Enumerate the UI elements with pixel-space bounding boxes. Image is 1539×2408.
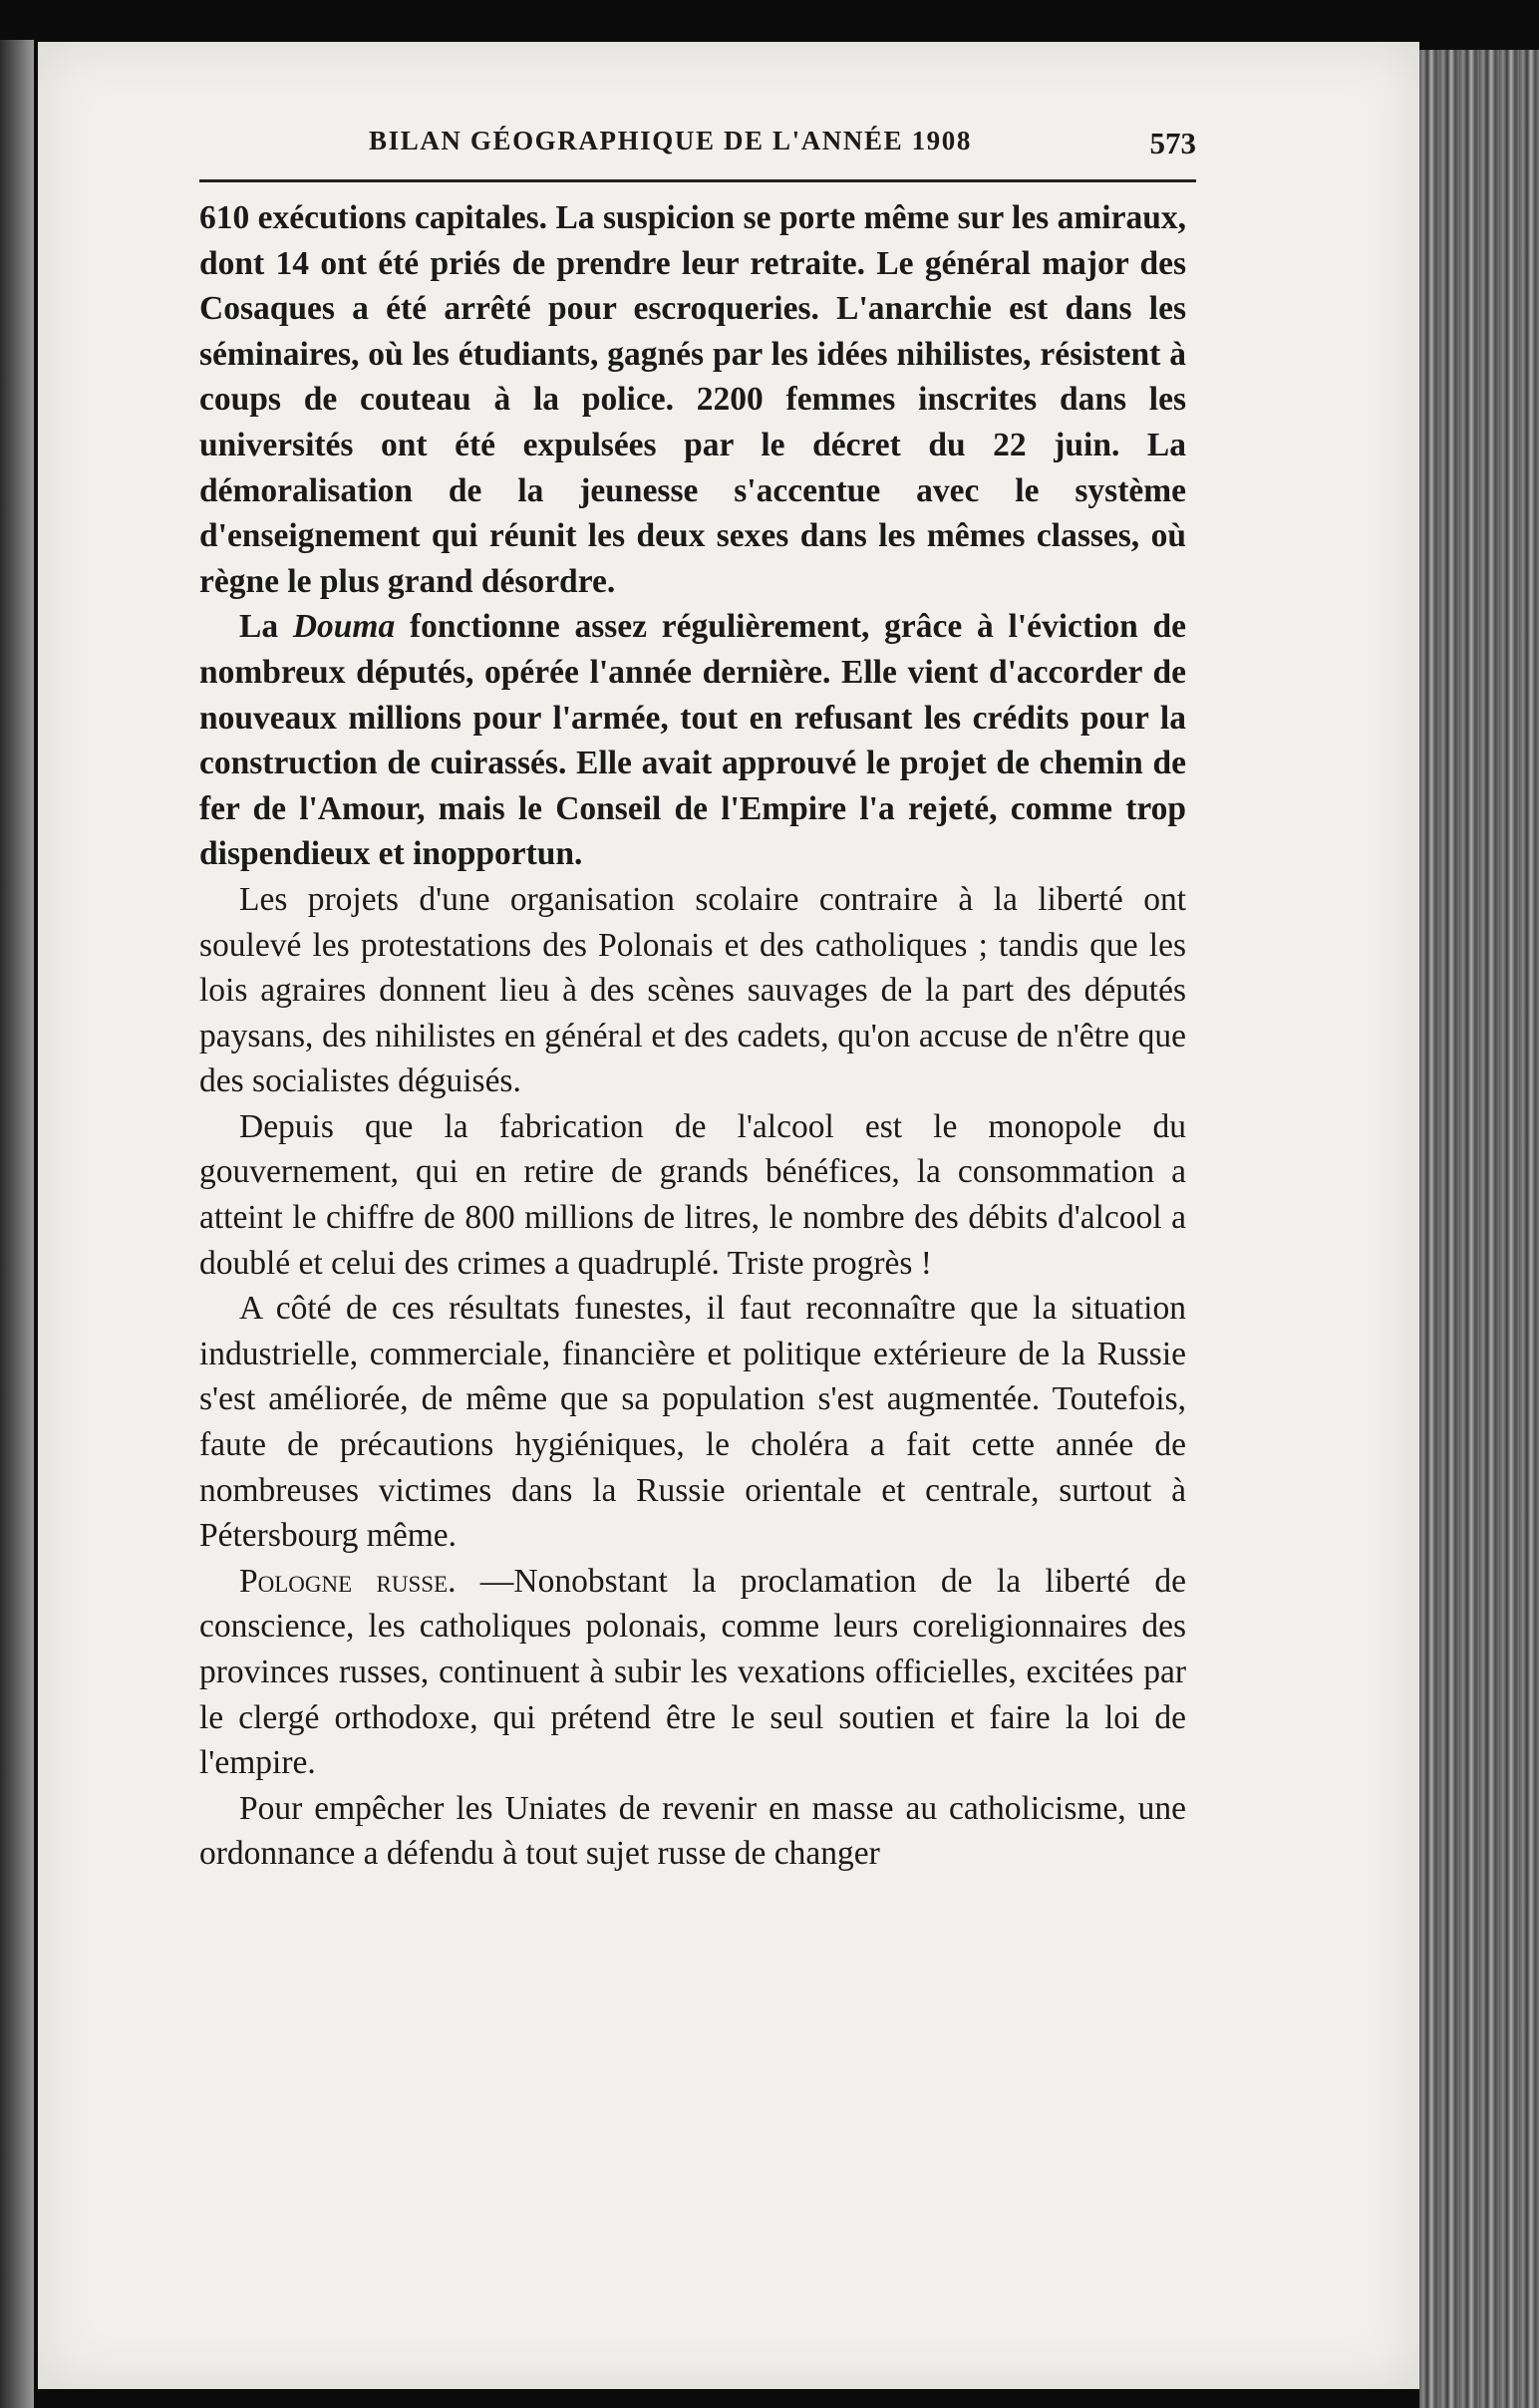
paragraph-6	[199, 1559, 1186, 1786]
paragraph-3: Les projets d'une organisation scolaire contraire à la liberté ont soulevé les protestations des Polonais et des catholiques ; tandis que les lois agraires donnent lieu à des scènes sauvages de la part des députés paysans, des nihilistes en général et des cadets, qu'on accuse de n'être que des socialistes déguisés.	[199, 880, 1186, 1100]
paragraph-6-rest: —Nonobstant la proclamation de la liberté de conscience, les catholiques polonais, comme leurs coreligionnaires des provinces russes, continuent à subir les vexations officielles, excitées par le clergé orthodoxe, qui prétend être le seul soutien et faire la loi de l'empire.	[199, 1562, 1186, 1782]
paragraph-5: A côté de ces résultats funestes, il faut reconnaître que la situation industrielle, commerciale, financière et politique extérieure de la Russie s'est améliorée, de même que sa population s'est augmentée. Toutefois, faute de précautions hygiéniques, le choléra a fait cette année de nombreuses victimes dans la Russie orientale et centrale, surtout à Pétersbourg même.	[199, 1290, 1186, 1555]
paragraph-2	[199, 604, 1186, 877]
douma-italic: Douma	[292, 608, 396, 646]
page-stack-edge	[1419, 50, 1539, 2408]
page-number: 573	[1149, 126, 1196, 160]
section-heading-pologne: Pologne russe.	[239, 1562, 457, 1600]
paragraph-4: Depuis que la fabrication de l'alcool est le monopole du gouvernement, qui en retire de grands bénéfices, la consommation a atteint le chiffre de 800 millions de litres, le nombre des débits d'alcool a doublé et celui des crimes a quadruplé. Triste progrès !	[199, 1107, 1186, 1282]
body-text	[199, 195, 1186, 1877]
book-left-edge	[0, 40, 34, 2408]
running-title: BILAN GÉOGRAPHIQUE DE L'ANNÉE 1908	[369, 126, 972, 155]
paragraph-2-lead: La	[239, 608, 293, 646]
header-rule	[199, 179, 1196, 182]
paragraph-7: Pour empêcher les Uniates de revenir en masse au catholicisme, une ordonnance a défendu à tout sujet russe de changer	[199, 1789, 1186, 1873]
paragraph-1: 610 exécutions capitales. La suspicion se porte même sur les amiraux, dont 14 ont été priés de prendre leur retraite. Le général major des Cosaques a été arrêté pour escroqueries. L'anarchie est dans les séminaires, où les étudiants, gagnés par les idées nihilistes, résistent à coups de couteau à la police. 2200 femmes inscrites dans les universités ont été expulsées par le décret du 22 juin. La démoralisation de la jeunesse s'accentue avec le système d'enseignement qui réunit les deux sexes dans les mêmes classes, où règne le plus grand désordre.	[199, 199, 1186, 600]
page-header	[199, 126, 1196, 173]
paragraph-2-rest: fonctionne assez régulièrement, grâce à l'éviction de nombreux députés, opérée l'année dernière. Elle vient d'accorder de nouveaux millions pour l'armée, tout en refusant les crédits pour la construction de cuirassés. Elle avait approuvé le projet de chemin de fer de l'Amour, mais le Conseil de l'Empire l'a rejeté, comme trop dispendieux et inopportun.	[199, 608, 1186, 873]
